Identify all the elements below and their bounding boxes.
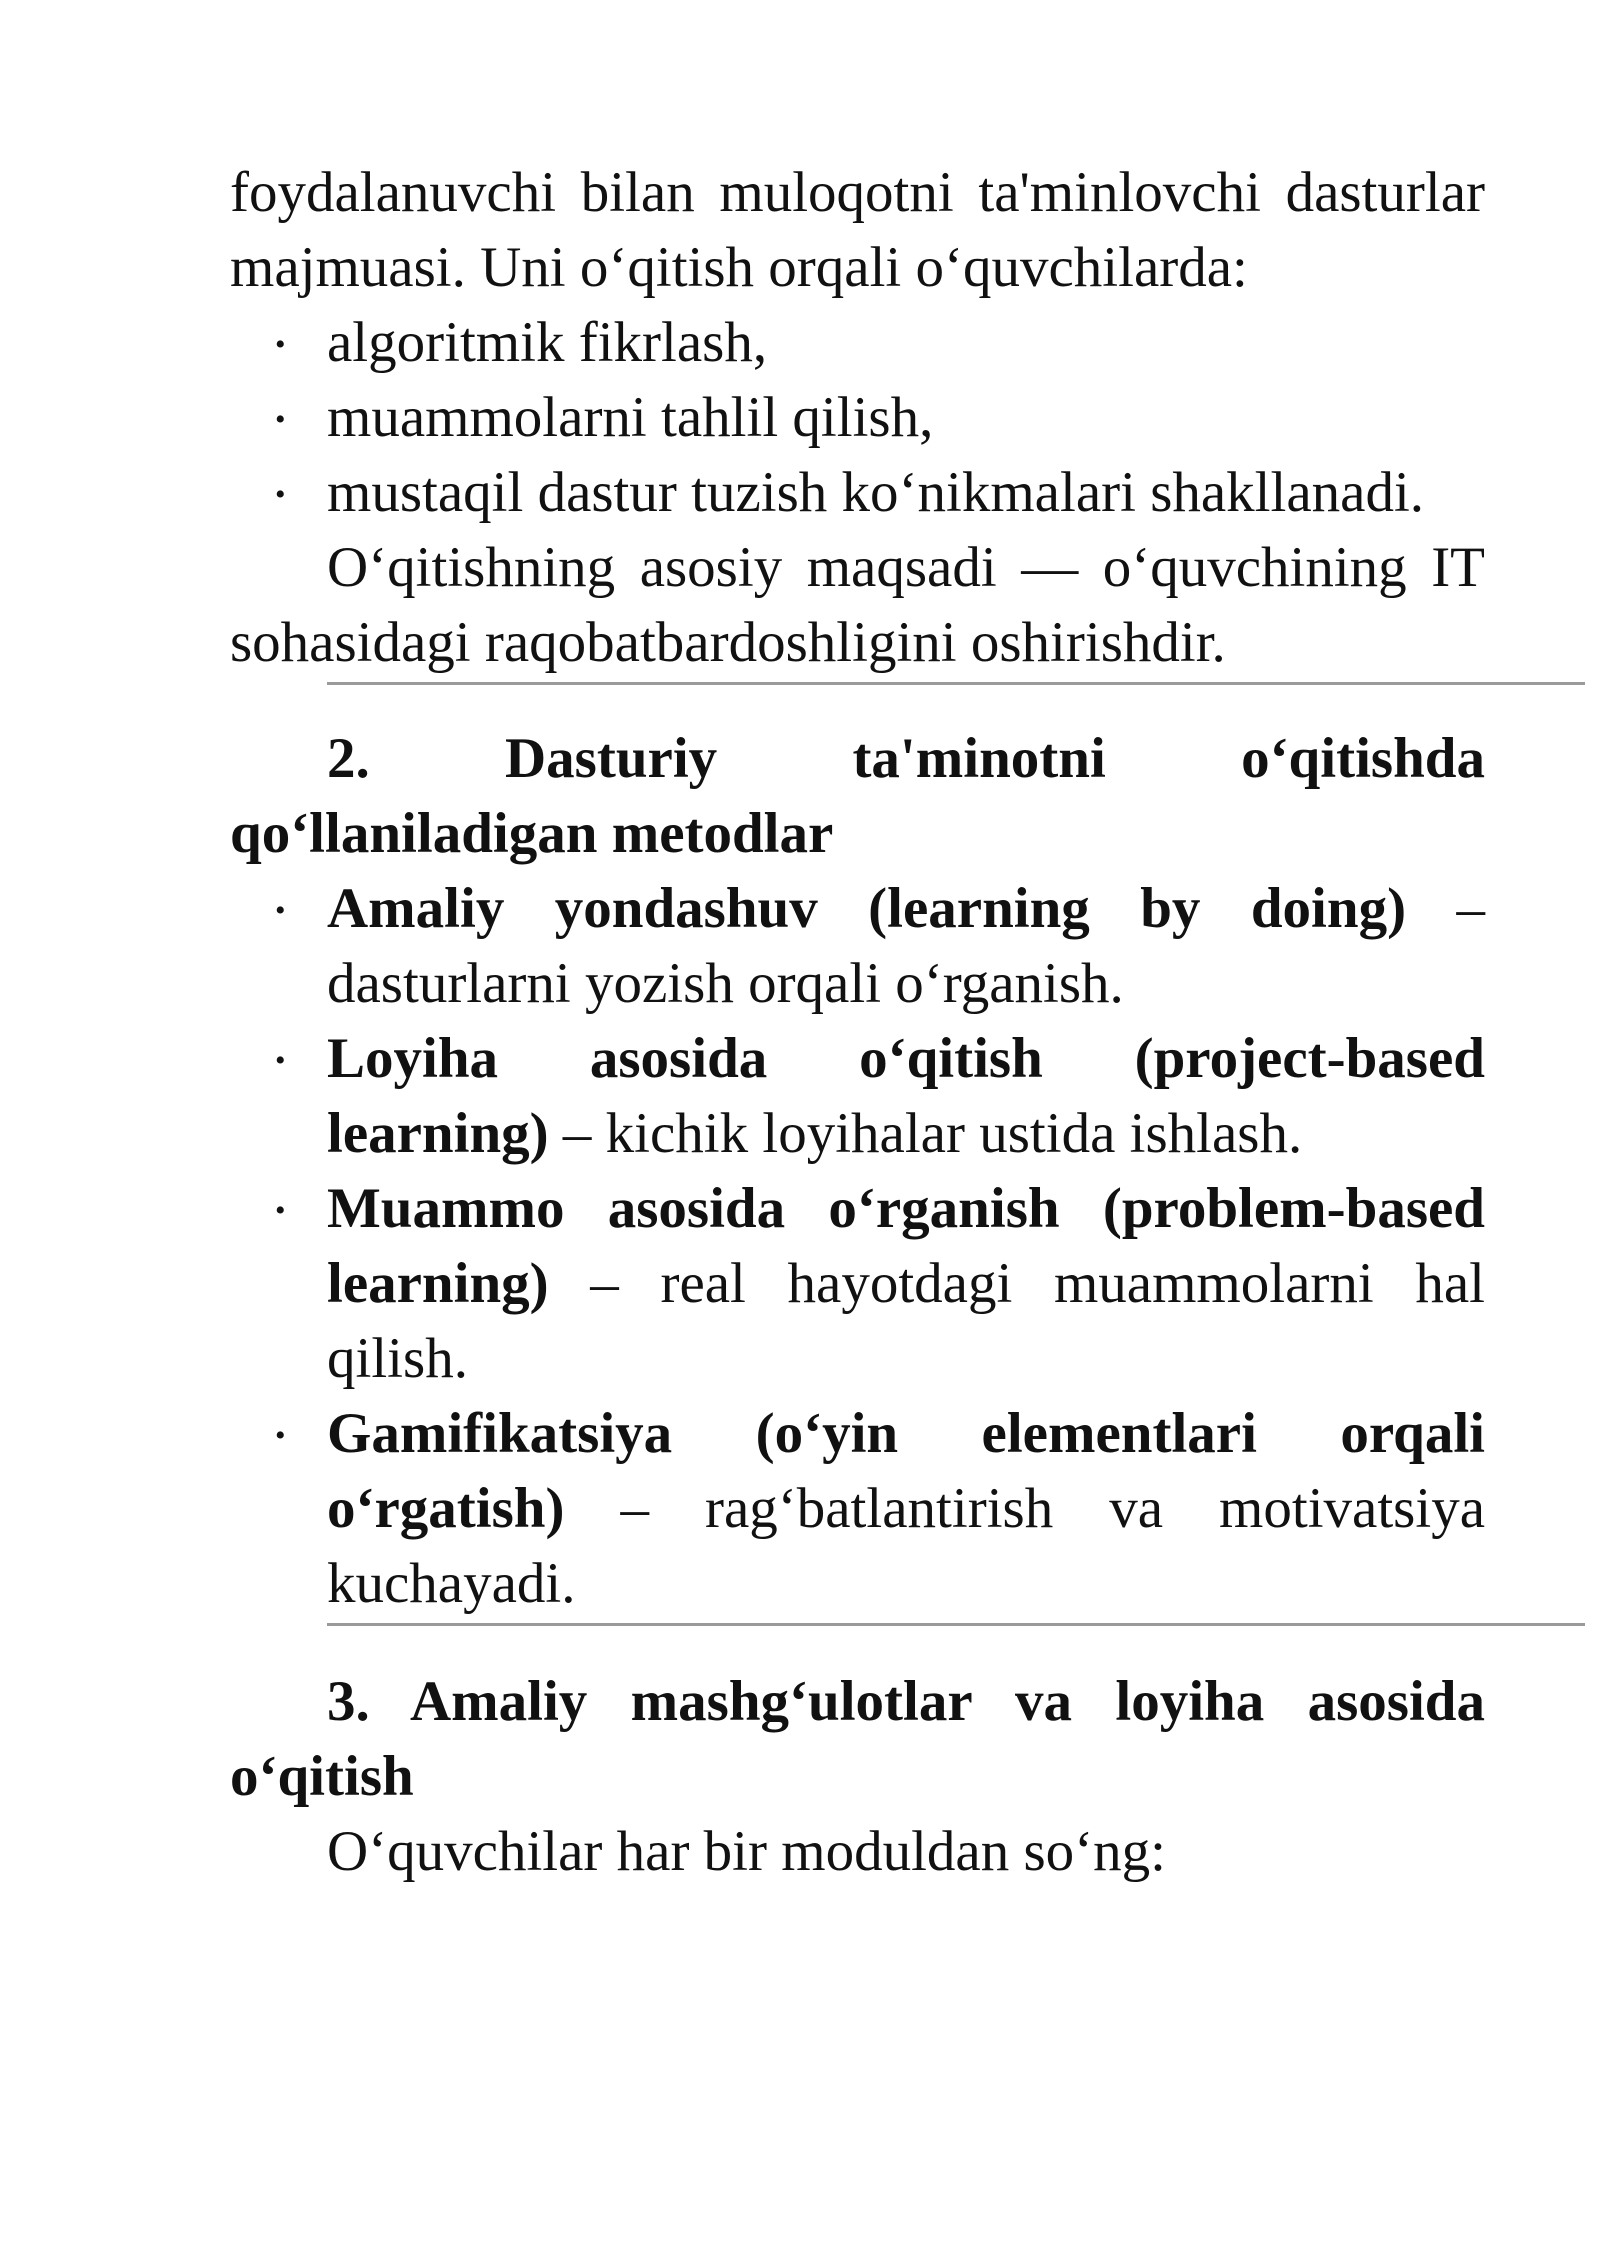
goal-paragraph: O‘qitishning asosiy maqsadi — o‘quvchining IT sohasidagi raqobatbardoshligini oshirishdir. (230, 536, 1485, 674)
section-2-heading: 2. Dasturiy ta'minotni o‘qitishda qo‘llaniladigan metodlar (230, 727, 1485, 865)
list-item (275, 1021, 1485, 1171)
bullet-icon: • (275, 328, 286, 361)
bullet-icon: • (275, 1194, 286, 1227)
list-item (275, 380, 1485, 455)
method-description: – real hayotdagi muammolarni hal qilish. (327, 1252, 1485, 1390)
list-item (275, 455, 1485, 530)
method-description: – dasturlarni yozish orqali o‘rganish. (327, 877, 1485, 1015)
bullet-icon: • (275, 894, 286, 927)
bullet-icon: • (275, 478, 286, 511)
bullet-icon: • (275, 1419, 286, 1452)
method-description: – rag‘batlantirish va motivatsiya kuchayadi. (327, 1477, 1485, 1615)
method-term: Gamifikatsiya (o‘yin elementlari orqali o‘rgatish) (327, 1402, 1485, 1540)
method-description: – kichik loyihalar ustida ishlash. (548, 1102, 1303, 1165)
list-item-text: algoritmik fikrlash, (327, 311, 768, 374)
list-item-text: mustaqil dastur tuzish ko‘nikmalari shakllanadi. (327, 461, 1425, 524)
list-item-text: muammolarni tahlil qilish, (327, 386, 934, 449)
section-3-paragraph: O‘quvchilar har bir moduldan so‘ng: (327, 1820, 1166, 1883)
list-item (275, 1171, 1485, 1396)
bullet-icon: • (275, 403, 286, 436)
list-item (275, 1396, 1485, 1621)
list-item (275, 305, 1485, 380)
methods-list (230, 871, 1485, 1621)
method-term: Amaliy yondashuv (learning by doing) (327, 877, 1407, 940)
section-divider (327, 1623, 1585, 1626)
intro-paragraph: foydalanuvchi bilan muloqotni ta'minlovchi dasturlar majmuasi. Uni o‘qitish orqali o‘quvchilarda: (230, 161, 1485, 299)
document-page (230, 155, 1485, 1889)
skills-list (230, 305, 1485, 530)
method-term: Muammo asosida o‘rganish (problem-based learning) (327, 1177, 1485, 1315)
section-3-heading: 3. Amaliy mashg‘ulotlar va loyiha asosida o‘qitish (230, 1670, 1485, 1808)
section-divider (327, 682, 1585, 685)
method-term: Loyiha asosida o‘qitish (project-based learning) (327, 1027, 1485, 1165)
bullet-icon: • (275, 1044, 286, 1077)
list-item (275, 871, 1485, 1021)
